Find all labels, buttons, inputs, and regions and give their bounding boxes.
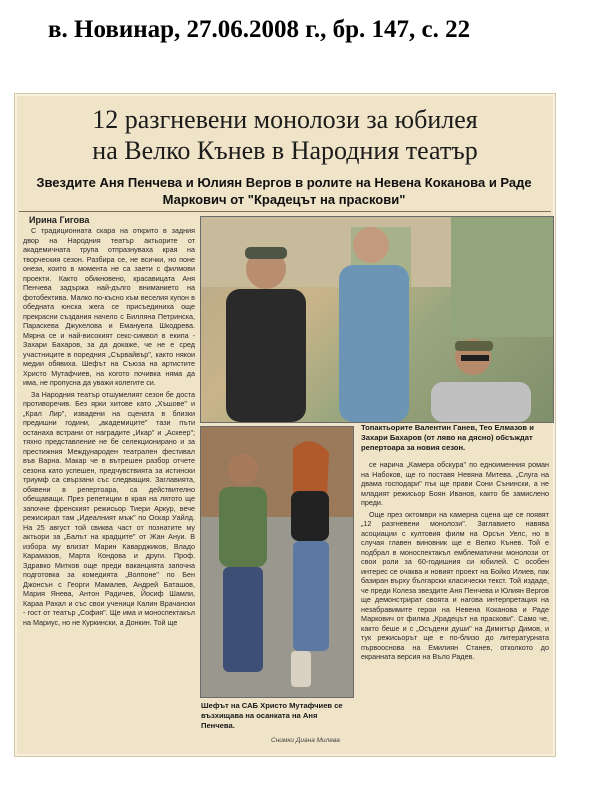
headline xyxy=(21,104,549,166)
photo-illustration xyxy=(201,427,353,697)
article-paragraph: За Народния театър отшумелият сезон бе доста противоречив. Без ярки хитове като „Хъшове" и „Крал Лир", извадени на сцената в близки предишни години, „академиците" тази пъти останаха встрани от наградите „Икар" и „Аскеер"; тяхно представление не бе селекционирано и за престижния Международен театрален фестивал във Варна. Макар че в вътрешен разбор отчете сезона като успешен, предчувствията за истински триумф са свързани със следващия. Заглавията, обявени в репертоара, са действително обещаващи. През репетиции в края на лятото ще започне френският режисьор Тиери Аркур, вече режисирал там „Идеалният мъж" по Оскар Уайлд. На 25 август той свиква част от познатите му актьори за „Балът на крадците" от Жан Ануи. В избора му влизат Марин Каварджиков, Владо Карамазов, Марта Кондова и други. Проф. Здравко Митков още преди ваканцията започна подготовка за комедията „Волпоне" по Бен Джонсън с Георги Мамалев, Андрей Баташов, Мария Янева, Антон Радичев, Йосиф Шамли, Караа Рахал и със свои ученици Калин Врачански - гост от театър „София". Ще има и моноспектакъл на Мариус, но не Куркински, а Донкин. Той ще xyxy=(23,389,195,627)
photo-caption-bottom: Шефът на САБ Христо Мутафчиев се възхищава на осанката на Аня Пенчева. xyxy=(201,701,343,730)
photo-mutafchiev-pencheva xyxy=(200,426,354,698)
newspaper-clipping xyxy=(14,93,556,757)
article-column-left xyxy=(23,226,195,751)
photo-caption-top: Топактьорите Валентин Ганев, Тео Елмазов и Захари Бахаров (от ляво на дясно) обсъждат репертоара за новия сезон. xyxy=(361,423,534,452)
photo-actors-discussion xyxy=(200,216,554,423)
photo-credit: Снимки Диана Милева xyxy=(271,737,340,744)
headline-line-1: 12 разгневени монолози за юбилея xyxy=(92,105,478,134)
source-citation: в. Новинар, 27.06.2008 г., бр. 147, с. 22 xyxy=(48,16,471,43)
article-paragraph: се нарича „Камера обскура" по едноименния роман на Набоков, ще го поставя Невяна Митева. „Слуга на двама господари" пък ще прави Сони Сънински, а не младият режисьор Боян Иванов, както бе замислено преди. xyxy=(361,460,549,507)
article-column-right xyxy=(361,460,549,752)
article-paragraph: С традиционната скара на открито в задния двор на Народния театър актьорите от академичната трупа отпразнуваха края на творческия сезон. Разбира се, не всички, но поне онези, които в момента не са заети с филмови проекти. Както обикновено, красавицата Аня Пенчева задържа най-дълго вниманието на фотобектива. Малко по-късно към веселия купон в обедната юнска жега се присъединиха още прекрасни създания начело с Билляна Петринска, Параскева Джукелова и Емануела Шкодрева. Мярна се и най-високият секс-символ в екипа - Захари Бахаров, за да докаже, че не е сред участниците в поредния „Сървайвър", както някои медии обявиха. Шефът на Съюза на артистите Христо Мутафчиев, на когото почивка няма да има, не пропусна да уважи колегите си. xyxy=(23,226,195,387)
divider-rule xyxy=(19,211,551,212)
photo-illustration xyxy=(201,217,553,422)
article-paragraph: Още през октомври на камерна сцена ще се появят „12 разгневени монолози". Заглавието навява асоциации с култовия филм на Орсън Уелс, но в случая главен виновник ще е Велко Кънев. Той е подбрал в моноспектакъл емблематични монолози от свои роли за 60-годишния си юбилей. С особен интерес се очаква и новият проект на Бойко Илиев, пак базиран върху български класически текст. Той издаде, че преди Колеза звездите Аня Пенчева и Юлиян Вергов ще демонстрират своята и нагова интерпретация на незабравимите герои на Невена Коканова и Раде Маркович от филма „Крадецът на праскови". Само че, както беше и с „Осъдени души" на Димитър Димов, и тук режисьорът ще е по-близо до литературната първооснова на Емилиян Станев, отколкото до екранната версия на Въло Радев. xyxy=(361,509,549,661)
author-byline: Ирина Гигова xyxy=(29,215,90,225)
headline-line-2: на Велко Кънев в Народния театър xyxy=(92,136,478,165)
subheadline: Звездите Аня Пенчева и Юлиян Вергов в ролите на Невена Коканова и Раде Маркович от "Крадецът на праскови" xyxy=(36,175,532,207)
